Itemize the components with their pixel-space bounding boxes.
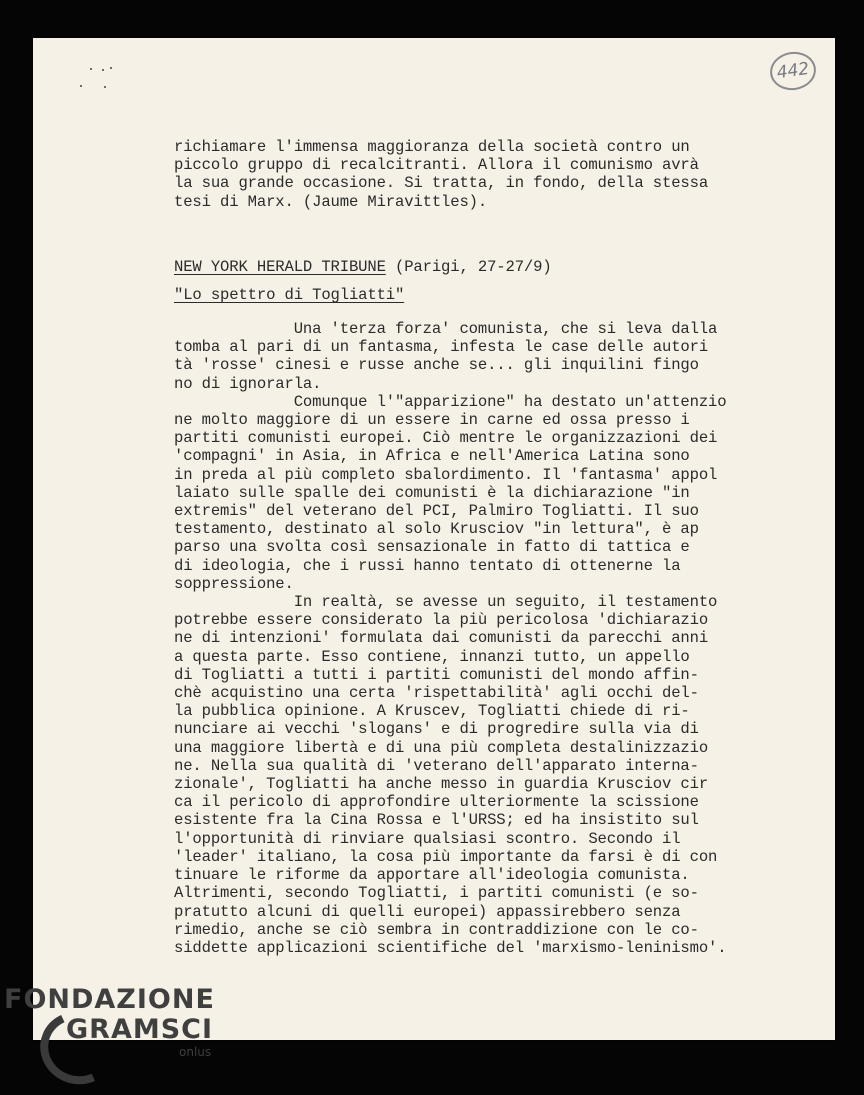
body-text-line: potrebbe essere considerato la più pericolosa 'dichiarazio — [174, 611, 709, 630]
body-text-line: rimedio, anche se ciò sembra in contraddizione con le co- — [174, 920, 699, 939]
top-paragraph-line: piccolo gruppo di recalcitranti. Allora il comunismo avrà — [174, 156, 699, 175]
body-text-line: 'compagni' in Asia, in Africa e nell'America Latina sono — [174, 447, 690, 466]
body-text-line: parso una svolta così sensazionale in fatto di tattica e — [174, 538, 690, 557]
body-text-line: nunciare ai vecchi 'slogans' e di progredire sulla via di — [174, 720, 699, 739]
paper-specks — [78, 66, 118, 96]
body-text-line: 'leader' italiano, la cosa più importante da farsi è di con — [174, 847, 718, 866]
body-text-line: ne di intenzioni' formulata dai comunisti da parecchi anni — [174, 629, 709, 648]
body-text-line: esistente fra la Cina Rossa e l'URSS; ed ha insistito sul — [174, 811, 699, 830]
body-text-line: no di ignorarla. — [174, 374, 322, 393]
body-text-line: In realtà, se avesse un seguito, il testamento — [174, 593, 718, 612]
handwritten-page-number: 442 — [768, 49, 819, 93]
body-text-line: laiato sulle spalle dei comunisti è la dichiarazione "in — [174, 483, 690, 502]
top-paragraph-line: tesi di Marx. (Jaume Miravittles). — [174, 192, 488, 211]
subtitle-text: "Lo spettro di Togliatti" — [174, 286, 405, 304]
body-text-line: extremis" del veterano del PCI, Palmiro Togliatti. Il suo — [174, 502, 699, 521]
body-text-line: chè acquistino una certa 'rispettabilità' agli occhi del- — [174, 684, 699, 703]
newspaper-name: NEW YORK HERALD TRIBUNE — [174, 258, 386, 276]
watermark — [4, 985, 215, 1059]
body-text-line: tà 'rosse' cinesi e russe anche se... gli inquilini fingo — [174, 356, 699, 375]
body-text-line: tomba al pari di un fantasma, infesta le case delle autori — [174, 338, 709, 357]
body-text-line: tinuare le riforme da apportare all'ideologia comunista. — [174, 866, 690, 885]
place-date: (Parigi, 27-27/9) — [395, 258, 552, 276]
body-text-line: di Togliatti a tutti i partiti comunisti del mondo affin- — [174, 665, 699, 684]
body-text-line: ne molto maggiore di un essere in carne ed ossa presso i — [174, 411, 690, 430]
body-text-line: una maggiore libertà e di una più completa destalinizzazio — [174, 738, 709, 757]
body-text-line: la pubblica opinione. A Kruscev, Togliatti chiede di ri- — [174, 702, 690, 721]
body-text-line: soppressione. — [174, 574, 294, 593]
top-paragraph-line: la sua grande occasione. Si tratta, in fondo, della stessa — [174, 174, 709, 193]
watermark-line2: GRAMSCI — [66, 1014, 214, 1045]
body-text-line: ne. Nella sua qualità di 'veterano dell'apparato interna- — [174, 756, 699, 775]
body-text-line: zionale', Togliatti ha anche messo in guardia Krusciov cir — [174, 775, 709, 794]
body-text-line: l'opportunità di rinviare qualsiasi scontro. Secondo il — [174, 829, 681, 848]
body-text-line: partiti comunisti europei. Ciò mentre le organizzazioni dei — [174, 429, 718, 448]
body-text-line: testamento, destinato al solo Krusciov "in lettura", è ap — [174, 520, 699, 539]
article-body — [174, 320, 726, 957]
body-text-line: siddette applicazioni scientifiche del 'marxismo-leninismo'. — [174, 938, 727, 957]
watermark-line1: FONDAZIONE — [4, 984, 215, 1015]
body-text-line: pratutto alcuni di quelli europei) appassirebbero senza — [174, 902, 681, 921]
article-heading — [174, 258, 552, 276]
watermark-line3: onlus — [179, 1045, 212, 1059]
body-text-line: di ideologia, che i russi hanno tentato di ottenerne la — [174, 556, 681, 575]
body-text-line: in preda al più completo sbalordimento. Il 'fantasma' appol — [174, 465, 718, 484]
article-subtitle — [174, 286, 404, 304]
body-text-line: Comunque l'"apparizione" ha destato un'attenzio — [174, 392, 727, 411]
top-paragraph-line: richiamare l'immensa maggioranza della società contro un — [174, 138, 690, 156]
top-paragraph — [174, 138, 708, 211]
body-text-line: ca il pericolo di approfondire ulteriormente la scissione — [174, 793, 699, 812]
body-text-line: Altrimenti, secondo Togliatti, i partiti comunisti (e so- — [174, 884, 699, 903]
body-text-line: Una 'terza forza' comunista, che si leva dalla — [174, 320, 718, 338]
body-text-line: a questa parte. Esso contiene, innanzi tutto, un appello — [174, 647, 690, 666]
